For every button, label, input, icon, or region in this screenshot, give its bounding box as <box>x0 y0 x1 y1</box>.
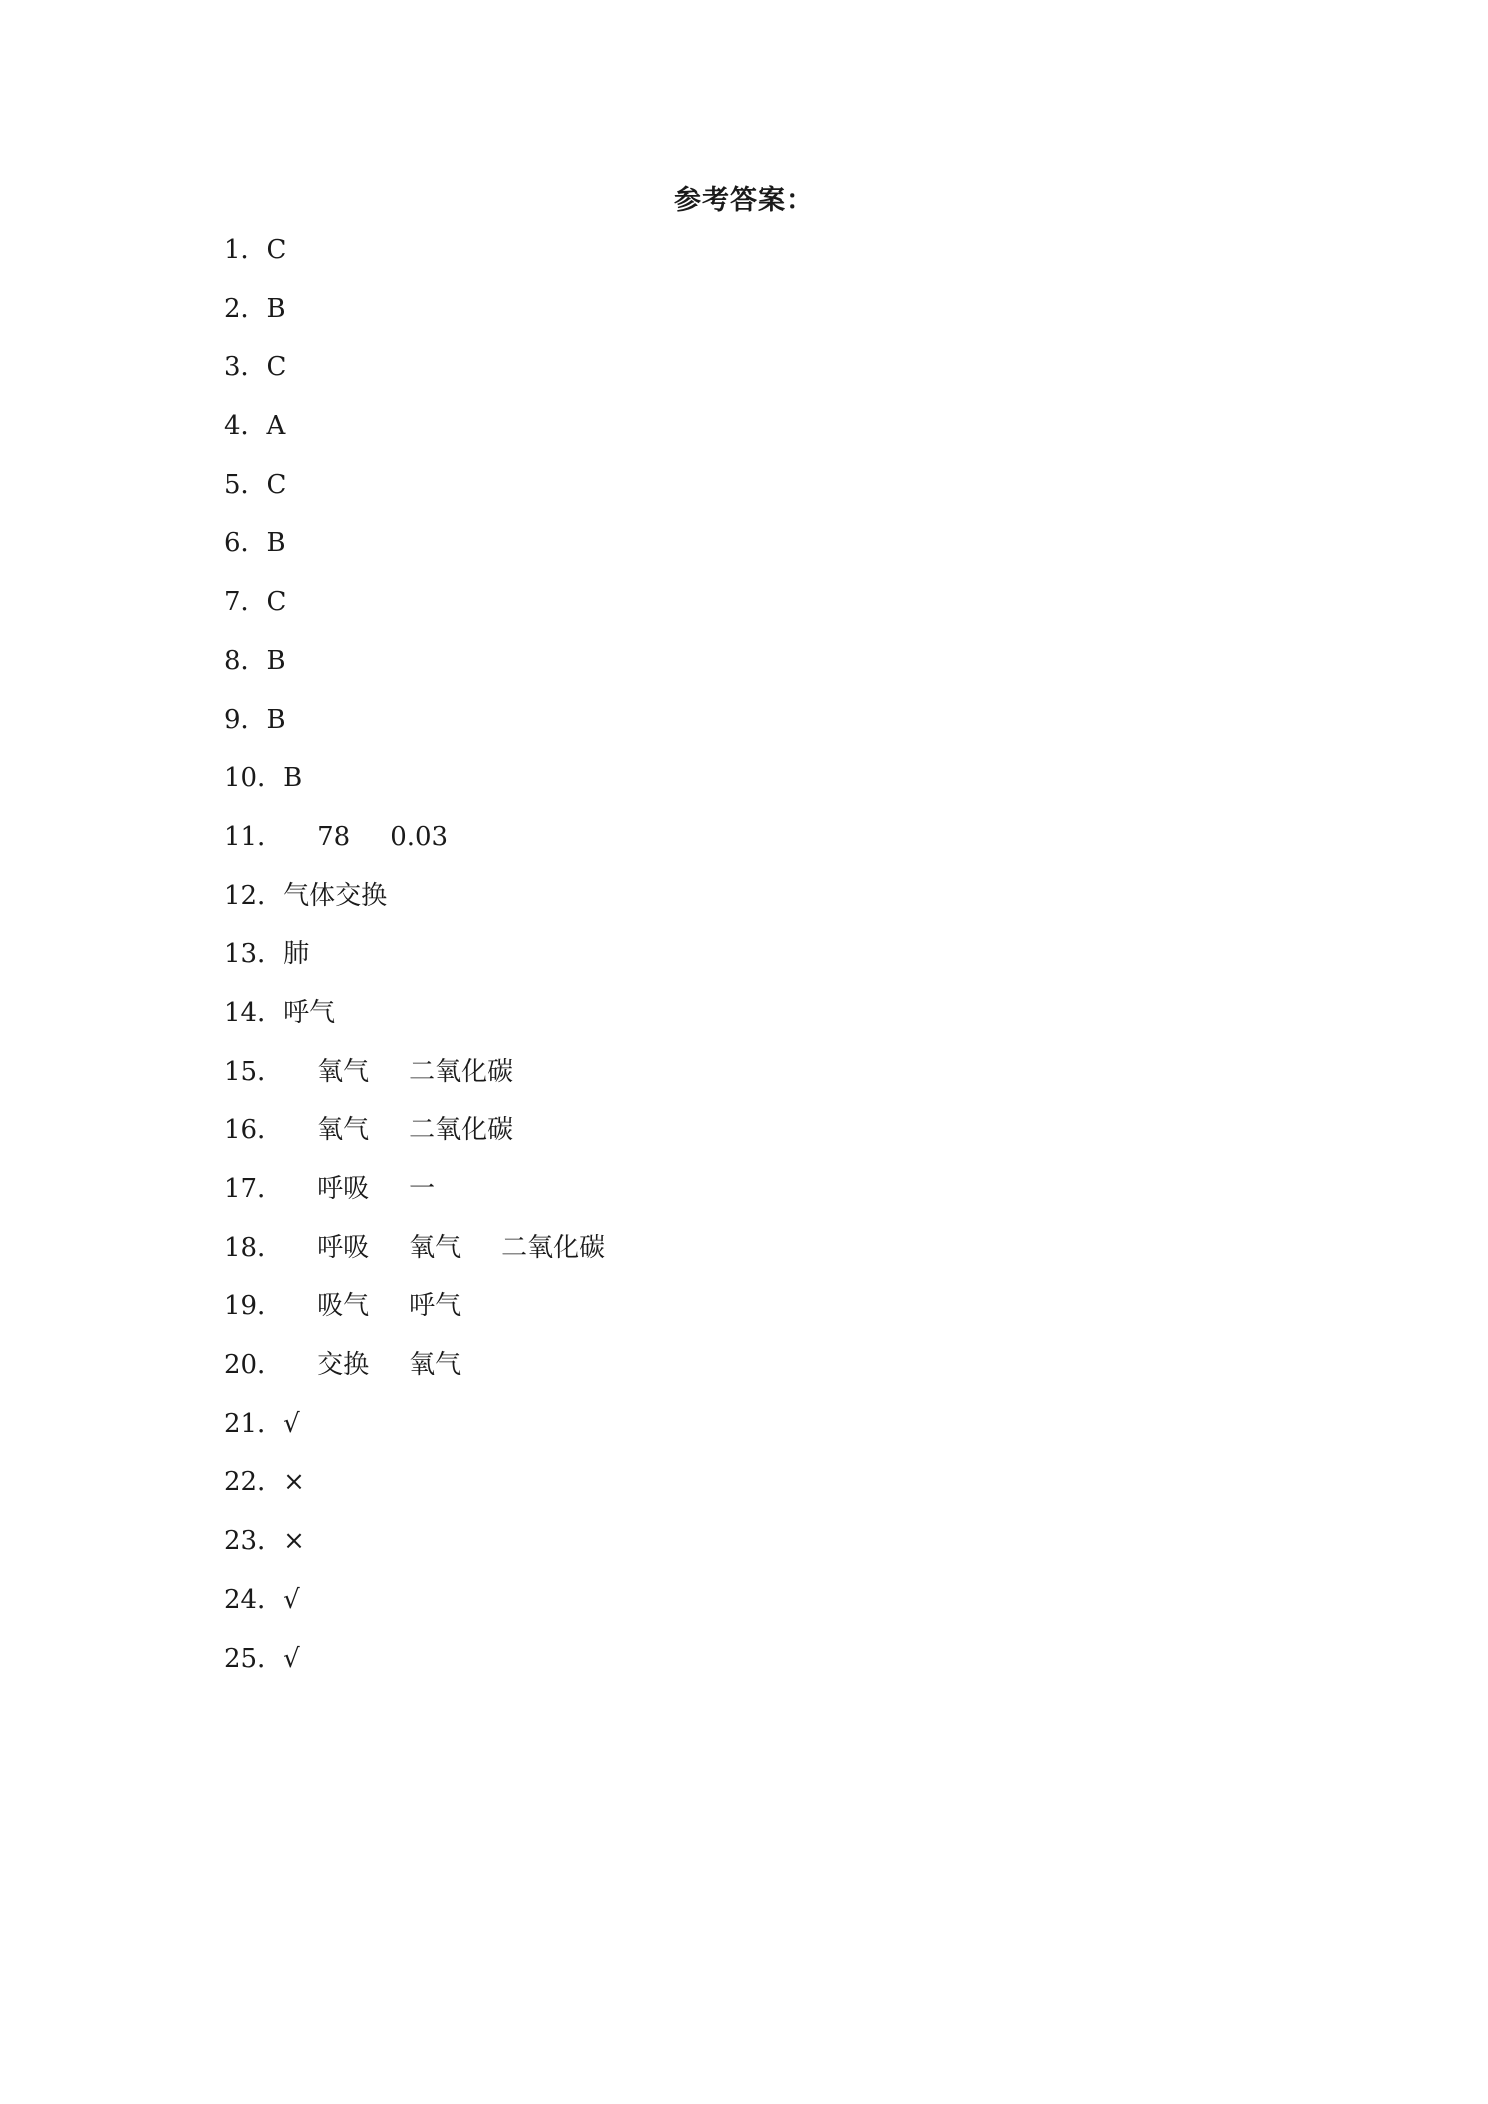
answer-number: 2． <box>224 293 267 324</box>
answer-number: 22． <box>224 1467 284 1498</box>
answer-value: A <box>266 411 286 442</box>
answer-blank: 二氧化碳 <box>501 1232 606 1263</box>
answer-blanks <box>317 1343 501 1387</box>
answer-value: B <box>266 704 286 735</box>
answer-number: 21． <box>224 1408 284 1439</box>
answer-number: 13． <box>224 939 284 970</box>
answer-blank: 呼吸 <box>317 1232 370 1263</box>
answer-item <box>224 1637 645 1696</box>
answer-item <box>224 1167 645 1226</box>
answer-blanks <box>317 1108 553 1152</box>
answer-number: 24． <box>224 1584 284 1615</box>
answer-item <box>224 815 645 874</box>
answer-blanks <box>317 1050 553 1094</box>
answer-item <box>224 639 645 698</box>
answer-value: 气体交换 <box>283 880 388 911</box>
answer-number: 16． <box>224 1115 284 1146</box>
answer-value: × <box>283 1467 305 1498</box>
answer-item <box>224 1343 645 1402</box>
answer-blank: 78 <box>317 821 351 852</box>
answer-item <box>224 345 645 404</box>
answer-item <box>224 698 645 757</box>
answer-item <box>224 1050 645 1109</box>
answer-item <box>224 1519 645 1578</box>
answer-blank: 二氧化碳 <box>409 1056 514 1087</box>
answer-blanks <box>317 1284 501 1328</box>
answer-item <box>224 228 645 287</box>
answer-value: C <box>266 469 287 500</box>
answer-blanks <box>317 815 488 859</box>
answer-item <box>224 932 645 991</box>
answer-item <box>224 1108 645 1167</box>
answer-number: 6． <box>224 528 267 559</box>
answer-item <box>224 580 645 639</box>
answer-item <box>224 404 645 463</box>
answer-value: × <box>283 1526 305 1557</box>
answer-number: 14． <box>224 997 284 1028</box>
answer-value: C <box>266 587 287 618</box>
answer-item <box>224 1402 645 1461</box>
answer-number: 9． <box>224 704 267 735</box>
answer-item <box>224 1578 645 1637</box>
answer-item <box>224 1226 645 1285</box>
answer-blank: 交换 <box>317 1350 370 1381</box>
answer-number: 8． <box>224 645 267 676</box>
answer-number: 25． <box>224 1643 284 1674</box>
answer-blank: 吸气 <box>317 1291 370 1322</box>
answer-number: 12． <box>224 880 284 911</box>
answer-blank: 呼气 <box>409 1291 462 1322</box>
answer-number: 17． <box>224 1174 284 1204</box>
answer-number: 19． <box>224 1291 284 1322</box>
answer-item <box>224 521 645 580</box>
answer-item <box>224 1460 645 1519</box>
answer-blank: 一 <box>409 1174 436 1204</box>
answer-number: 15． <box>224 1056 284 1087</box>
answer-number: 5． <box>224 469 267 500</box>
answer-value: B <box>266 645 286 676</box>
answer-blank: 氧气 <box>317 1056 370 1087</box>
answer-number: 23． <box>224 1526 284 1557</box>
answer-number: 10． <box>224 763 284 794</box>
answer-number: 20． <box>224 1350 284 1381</box>
answer-value: 呼气 <box>283 997 336 1028</box>
answer-blank: 二氧化碳 <box>409 1115 514 1146</box>
answer-number: 7． <box>224 587 267 618</box>
answer-list <box>224 228 645 1695</box>
answer-blanks <box>317 1167 475 1211</box>
answer-value: B <box>283 763 303 794</box>
answer-number: 11． <box>224 821 284 852</box>
answer-item <box>224 991 645 1050</box>
answer-blank: 氧气 <box>317 1115 370 1146</box>
answer-number: 18． <box>224 1232 284 1263</box>
answer-value: √ <box>283 1584 300 1615</box>
answer-item <box>224 874 645 933</box>
answer-blank: 呼吸 <box>317 1174 370 1204</box>
answer-value: B <box>266 293 286 324</box>
answer-item <box>224 287 645 346</box>
answer-item <box>224 1284 645 1343</box>
answer-blank: 0.03 <box>390 821 449 852</box>
answer-number: 4． <box>224 411 267 442</box>
answer-value: C <box>266 352 287 383</box>
answer-value: √ <box>283 1643 300 1674</box>
answer-value: √ <box>283 1408 300 1439</box>
answer-value: C <box>266 235 287 265</box>
answer-blank: 氧气 <box>409 1232 462 1263</box>
page-title: 参考答案： <box>674 185 814 216</box>
answer-value: 肺 <box>283 939 310 970</box>
answer-item <box>224 463 645 522</box>
answer-item <box>224 756 645 815</box>
answer-blanks <box>317 1226 645 1270</box>
answer-value: B <box>266 528 286 559</box>
answer-blank: 氧气 <box>409 1350 462 1381</box>
answer-number: 1． <box>224 235 267 265</box>
answer-number: 3． <box>224 352 267 383</box>
